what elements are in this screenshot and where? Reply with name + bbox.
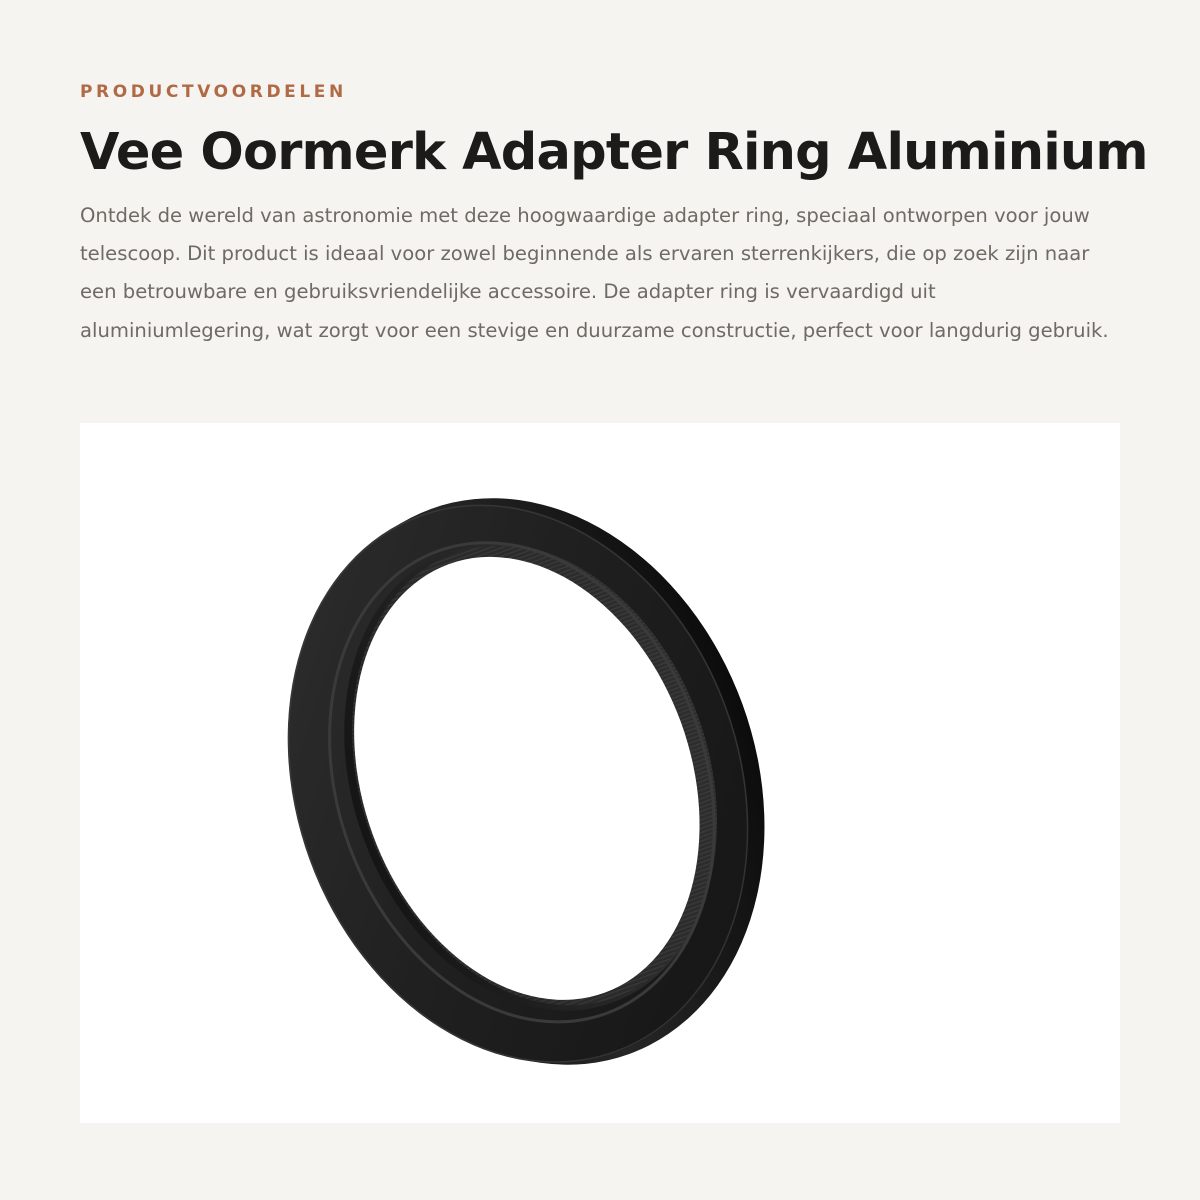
product-title: Vee Oormerk Adapter Ring Aluminium bbox=[80, 123, 1148, 182]
product-description: Ontdek de wereld van astronomie met deze hoogwaardige adapter ring, speciaal ontworpen voor jouw telescoop. Dit product is ideaal voor zowel beginnende als ervaren sterrenkijkers, die op zoek zijn naar een betrouwbare en gebruiksvriendelijke accessoire. De adapter ring is vervaardigd uit aluminiumlegering, wat zorgt voor een stevige en duurzame constructie, perfect voor langdurig gebruik. bbox=[80, 204, 1109, 342]
product-image bbox=[80, 423, 1120, 1123]
adapter-ring-illustration bbox=[80, 423, 1120, 1123]
section-eyebrow: PRODUCTVOORDELEN bbox=[80, 82, 347, 102]
